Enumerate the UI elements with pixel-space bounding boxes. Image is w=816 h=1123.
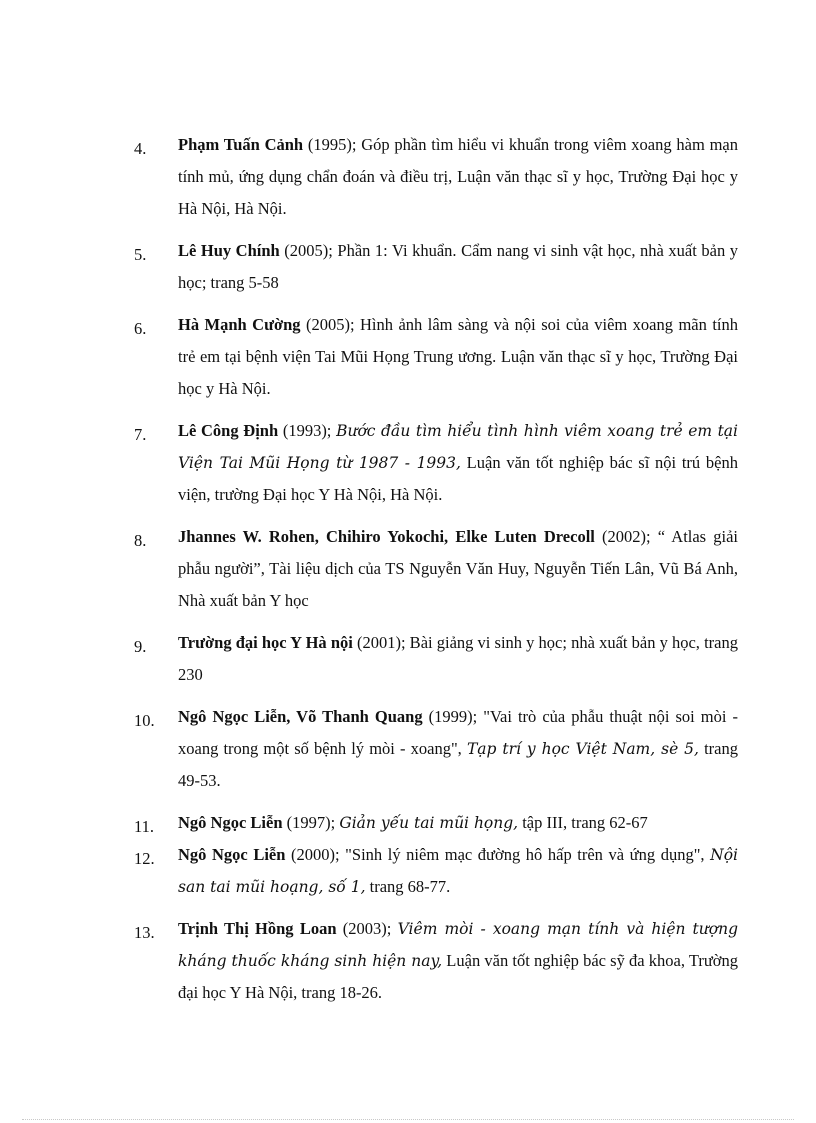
reference-text: Luận văn tốt nghiệp bác sĩ nội trú bệnh viện, trường Đại học Y Hà Nội, Hà Nội. xyxy=(178,453,738,504)
reference-number: 7. xyxy=(134,425,147,444)
reference-item xyxy=(134,309,738,405)
reference-text: trang 68-77. xyxy=(365,877,451,896)
reference-number: 5. xyxy=(134,245,147,264)
reference-author: Trường đại học Y Hà nội xyxy=(178,633,353,652)
reference-number: 4. xyxy=(134,139,147,158)
page-bottom-divider xyxy=(22,1119,794,1120)
reference-number: 6. xyxy=(134,319,147,338)
reference-item xyxy=(134,129,738,225)
reference-author: Ngô Ngọc Liễn, Võ Thanh Quang xyxy=(178,707,423,726)
reference-item xyxy=(134,807,738,839)
reference-text: (2005); Phần 1: Vi khuẩn. Cẩm nang vi sinh vật học, nhà xuất bản y học; trang 5-58 xyxy=(178,241,738,292)
reference-text: (2003); xyxy=(336,919,398,938)
reference-text: (1997); xyxy=(282,813,340,832)
reference-title-italic: Nội san tai mũi hoạng, số 1, xyxy=(178,846,738,896)
reference-item xyxy=(134,415,738,511)
reference-item xyxy=(134,235,738,299)
reference-author: Ngô Ngọc Liễn xyxy=(178,813,283,832)
reference-number: 9. xyxy=(134,637,147,656)
reference-author: Trịnh Thị Hồng Loan xyxy=(178,919,337,938)
reference-text: (1995); Góp phần tìm hiểu vi khuẩn trong viêm xoang hàm mạn tính mủ, ứng dụng chẩn đoán và điều trị, Luận văn thạc sĩ y học, Trường Đại học y Hà Nội, Hà Nội. xyxy=(178,135,738,218)
reference-text: trang 49-53. xyxy=(178,739,739,790)
reference-author: Jhannes W. Rohen, Chihiro Yokochi, Elke Luten Drecoll xyxy=(178,527,595,546)
reference-text: (1993); xyxy=(278,421,337,440)
reference-text: (2001); Bài giảng vi sinh y học; nhà xuất bản y học, trang 230 xyxy=(178,633,738,684)
reference-author: Hà Mạnh Cường xyxy=(178,315,301,334)
reference-item xyxy=(134,521,738,617)
reference-item xyxy=(134,701,738,797)
reference-text: (2000); "Sinh lý niêm mạc đường hô hấp trên và ứng dụng", xyxy=(285,845,711,864)
reference-text: (1999); "Vai trò của phẫu thuật nội soi mòi - xoang trong một số bệnh lý mòi - xoang", xyxy=(178,707,738,758)
reference-author: Phạm Tuấn Cảnh xyxy=(178,135,304,154)
reference-number: 13. xyxy=(134,923,155,942)
reference-author: Ngô Ngọc Liễn xyxy=(178,845,286,864)
reference-title-italic: Viêm mòi - xoang mạn tính và hiện tượng kháng thuốc kháng sinh hiện nay, xyxy=(178,920,739,970)
reference-list xyxy=(134,129,738,1019)
reference-title-italic: Tạp trí y học Việt Nam, sè 5, xyxy=(466,740,699,758)
reference-text: Luận văn tốt nghiệp bác sỹ đa khoa, Trường đại học Y Hà Nội, trang 18-26. xyxy=(178,951,738,1002)
reference-item xyxy=(134,627,738,691)
reference-author: Lê Công Định xyxy=(178,421,279,440)
reference-title-italic: Giản yếu tai mũi họng, xyxy=(339,814,519,832)
reference-text: tập III, trang 62-67 xyxy=(518,813,648,832)
reference-item xyxy=(134,913,738,1009)
reference-number: 10. xyxy=(134,711,155,730)
reference-text: (2002); “ Atlas giải phẫu người”, Tài liệu dịch của TS Nguyễn Văn Huy, Nguyễn Tiến Lân, Vũ Bá Anh, Nhà xuất bản Y học xyxy=(178,527,738,610)
reference-number: 11. xyxy=(134,817,155,836)
reference-author: Lê Huy Chính xyxy=(178,241,280,260)
reference-number: 12. xyxy=(134,849,155,868)
reference-text: (2005); Hình ảnh lâm sàng và nội soi của viêm xoang mãn tính trẻ em tại bệnh viện Tai Mũi Họng Trung ương. Luận văn thạc sĩ y học, Trường Đại học y Hà Nội. xyxy=(178,315,738,398)
reference-title-italic: Bước đầu tìm hiểu tình hình viêm xoang trẻ em tại Viện Tai Mũi Họng từ 1987 - 1993, xyxy=(178,422,738,472)
reference-item xyxy=(134,839,738,903)
reference-number: 8. xyxy=(134,531,147,550)
